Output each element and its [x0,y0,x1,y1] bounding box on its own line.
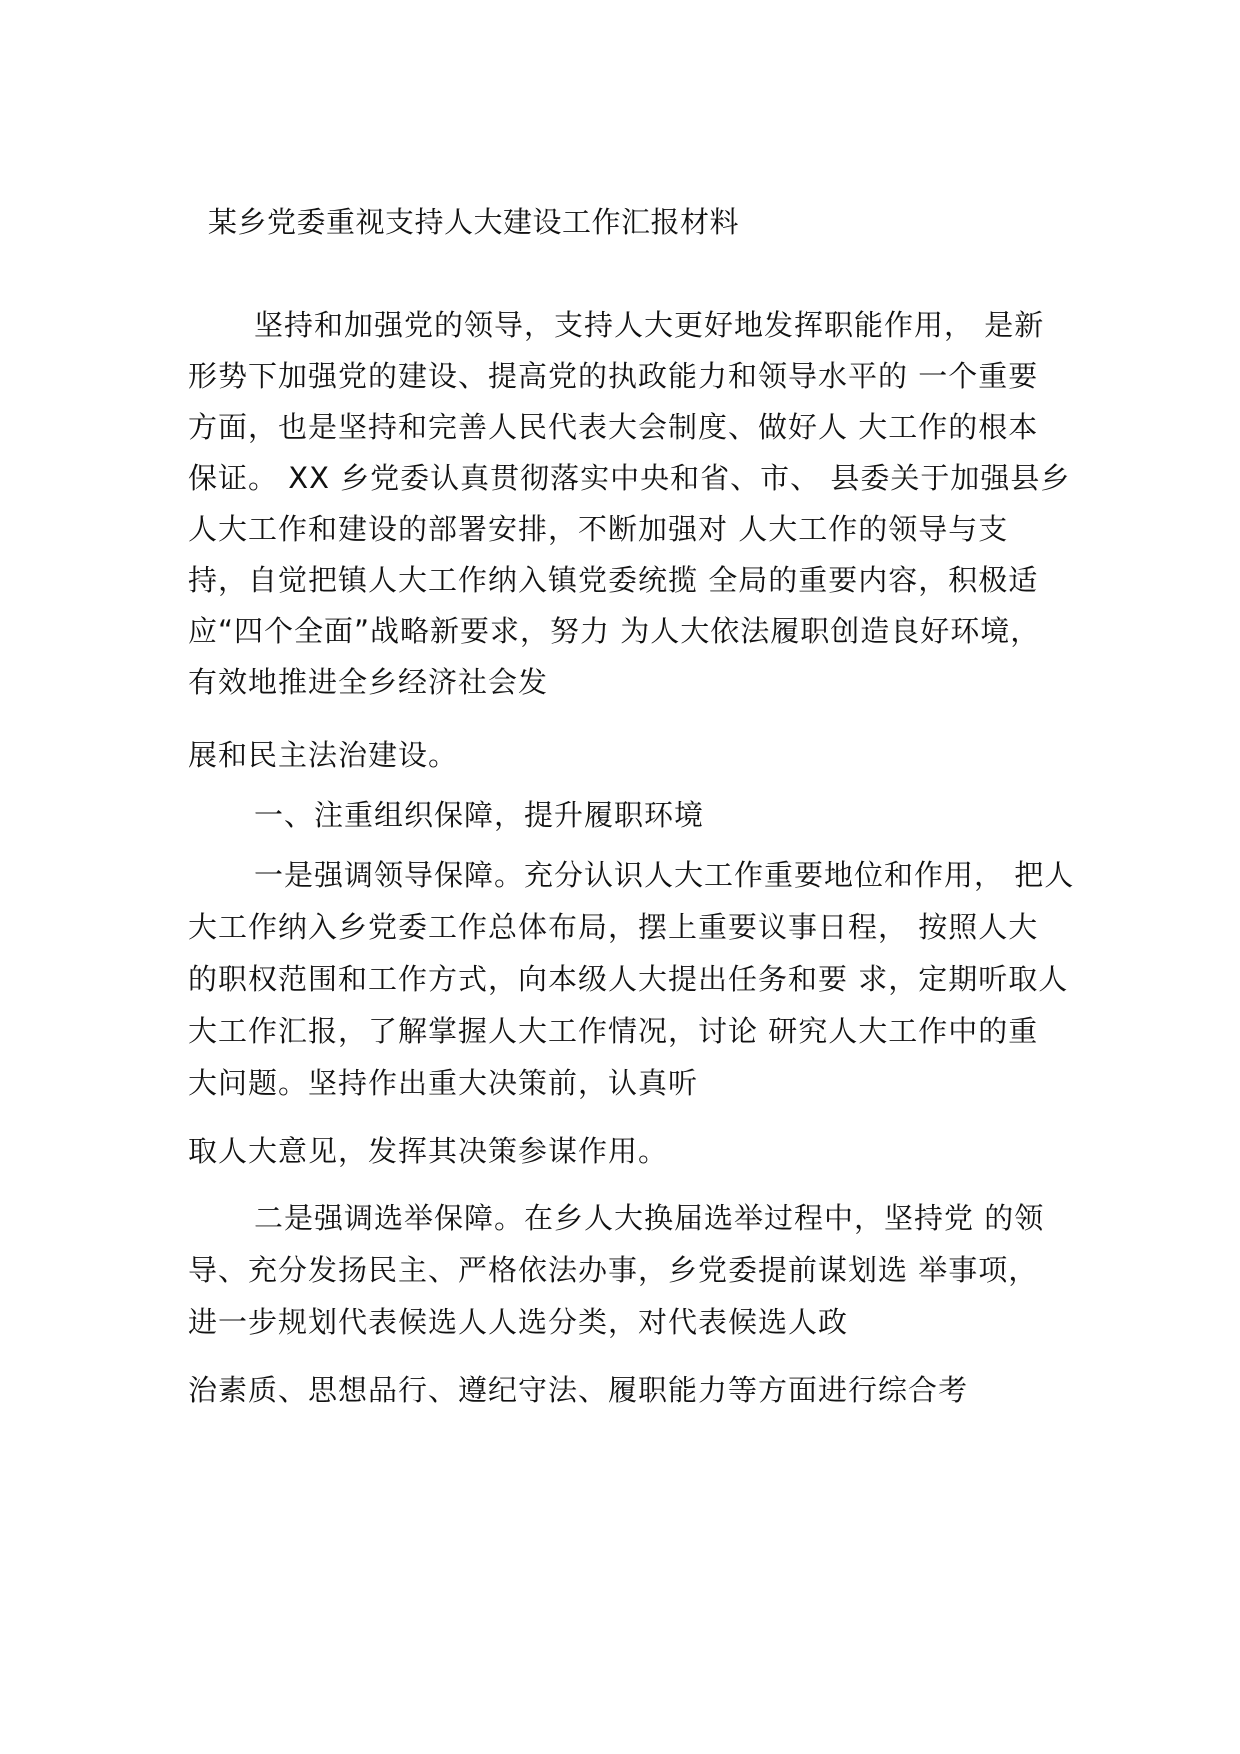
paragraph-line: 大工作汇报，了解掌握人大工作情况，讨论 研究人大工作中的重 [188,1014,1039,1048]
paragraph-line: 导、充分发扬民主、严格依法办事，乡党委提前谋划选 举事项， [188,1253,1039,1287]
paragraph-line: 人大工作和建设的部署安排，不断加强对 人大工作的领导与支 [188,512,1009,546]
document-title: 某乡党委重视支持人大建设工作汇报材料 [208,205,740,239]
paragraph-line: 坚持和加强党的领导，支持人大更好地发挥职能作用， 是新 [254,308,1045,342]
paragraph-line: 取人大意见，发挥其决策参谋作用。 [188,1134,669,1168]
paragraph-line: 展和民主法治建设。 [188,738,459,772]
paragraph-line: 保证。 XX 乡党委认真贯彻落实中央和省、市、 县委关于加强县乡 [188,461,1071,495]
paragraph-line: 治素质、思想品行、遵纪守法、履职能力等方面进行综合考 [188,1373,969,1407]
paragraph-line: 方面，也是坚持和完善人民代表大会制度、做好人 大工作的根本 [188,410,1039,444]
section-heading: 一、注重组织保障，提升履职环境 [254,798,705,832]
paragraph-line: 二是强调选举保障。在乡人大换届选举过程中，坚持党 的领 [254,1201,1045,1235]
paragraph-line: 进一步规划代表候选人人选分类，对代表候选人政 [188,1305,849,1339]
paragraph-line: 形势下加强党的建设、提高党的执政能力和领导水平的 一个重要 [188,359,1039,393]
paragraph-line: 持，自觉把镇人大工作纳入镇党委统揽 全局的重要内容，积极适 [188,563,1039,597]
paragraph-line: 一是强调领导保障。充分认识人大工作重要地位和作用， 把人 [254,858,1075,892]
paragraph-line: 的职权范围和工作方式，向本级人大提出任务和要 求，定期听取人 [188,962,1069,996]
paragraph-line: 应“四个全面”战略新要求，努力 为人大依法履职创造良好环境， [188,614,1041,648]
paragraph-line: 大问题。坚持作出重大决策前，认真听 [188,1066,699,1100]
paragraph-line: 大工作纳入乡党委工作总体布局，摆上重要议事日程， 按照人大 [188,910,1039,944]
paragraph-line: 有效地推进全乡经济社会发 [188,665,549,699]
